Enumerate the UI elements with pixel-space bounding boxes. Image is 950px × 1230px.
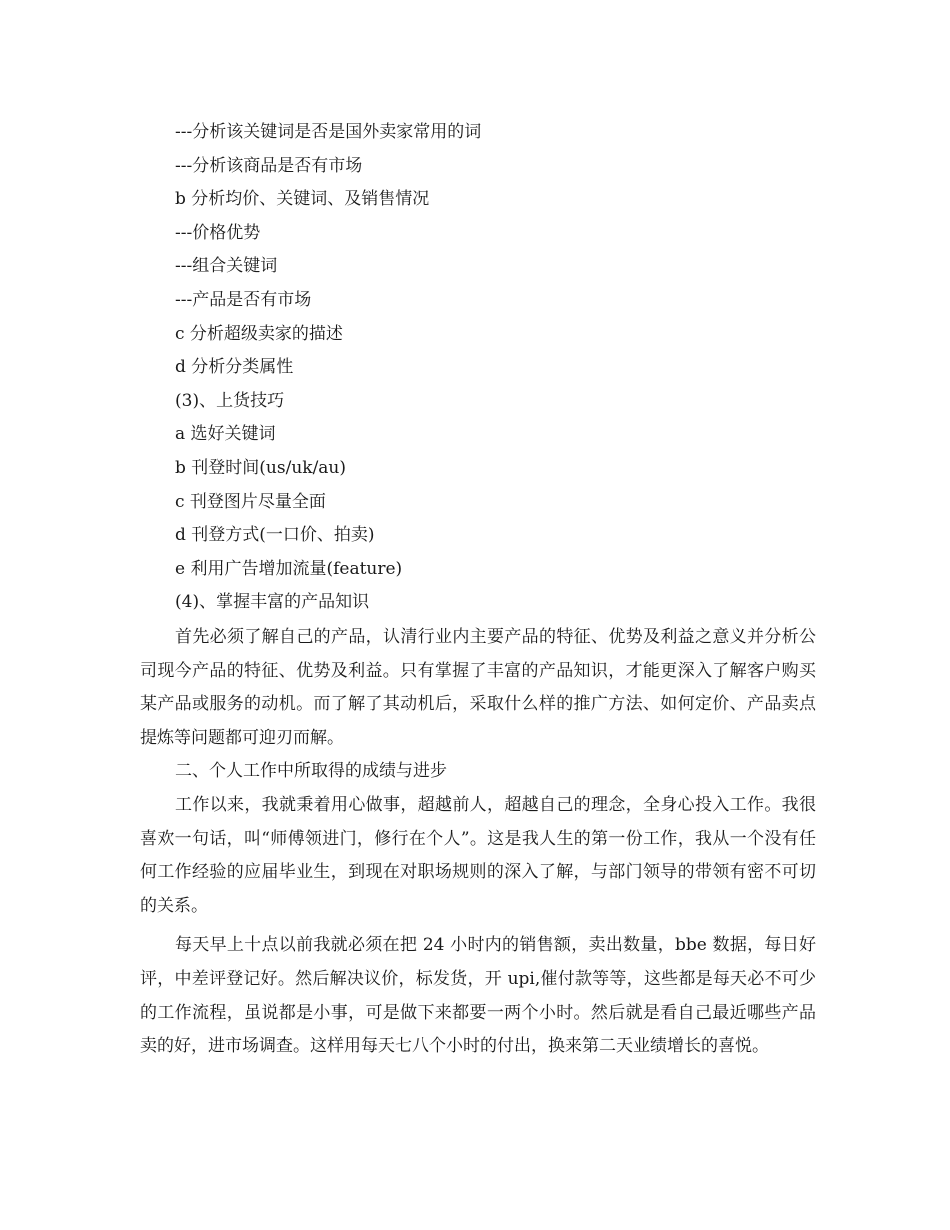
list-line: ---分析该关键词是否是国外卖家常用的词 [175, 122, 482, 142]
list-line: c 分析超级卖家的描述 [175, 323, 343, 344]
step-list [175, 116, 815, 620]
list-line: ---分析该商品是否有市场 [175, 155, 363, 176]
section-heading: 二、个人工作中所取得的成绩与进步 [175, 761, 447, 782]
list-line: ---组合关键词 [175, 256, 278, 277]
list-line: e 利用广告增加流量(feature) [175, 558, 403, 579]
list-line: d 分析分类属性 [175, 357, 294, 378]
list-line: ---价格优势 [175, 222, 261, 243]
paragraph-product-knowledge: 首先必须了解自己的产品，认清行业内主要产品的特征、优势及利益之意义并分析公司现今产品的特征、优势及利益。只有掌握了丰富的产品知识，才能更深入了解客户购买某产品或服务的动机。而了解了其动机后，采取什么样的推广方法、如何定价、产品卖点提炼等问题都可迎刃而解。 [140, 627, 816, 748]
list-line: b 刊登时间(us/uk/au) [175, 457, 347, 478]
list-line: c 刊登图片尽量全面 [175, 491, 326, 512]
list-line: ---产品是否有市场 [175, 289, 312, 310]
list-line: (3)、上货技巧 [175, 390, 285, 411]
paragraph-work-attitude: 工作以来，我就秉着用心做事，超越前人，超越自己的理念，全身心投入工作。我很喜欢一句话，叫“师傅领进门，修行在个人”。这是我人生的第一份工作，我从一个没有任何工作经验的应届毕业生，到现在对职场规则的深入了解，与部门领导的带领有密不可切的关系。 [140, 794, 816, 916]
list-line: a 选好关键词 [175, 424, 276, 445]
list-line: d 刊登方式(一口价、拍卖) [175, 525, 375, 546]
body-text [140, 621, 816, 1064]
list-line: b 分析均价、关键词、及销售情况 [175, 189, 430, 210]
paragraph-daily-routine: 每天早上十点以前我就必须在把 24 小时内的销售额，卖出数量，bbe 数据，每日好评，中差评登记好。然后解决议价，标发货，开 upi,催付款等等，这些都是每天必不可少的工作流程，虽说都是小事，可是做下来都要一两个小时。然后就是看自己最近哪些产品卖的好，进市场调查。这样用每天七八个小时的付出，换来第二天业绩增长的喜悦。 [140, 935, 816, 1057]
list-line: (4)、掌握丰富的产品知识 [175, 592, 370, 613]
